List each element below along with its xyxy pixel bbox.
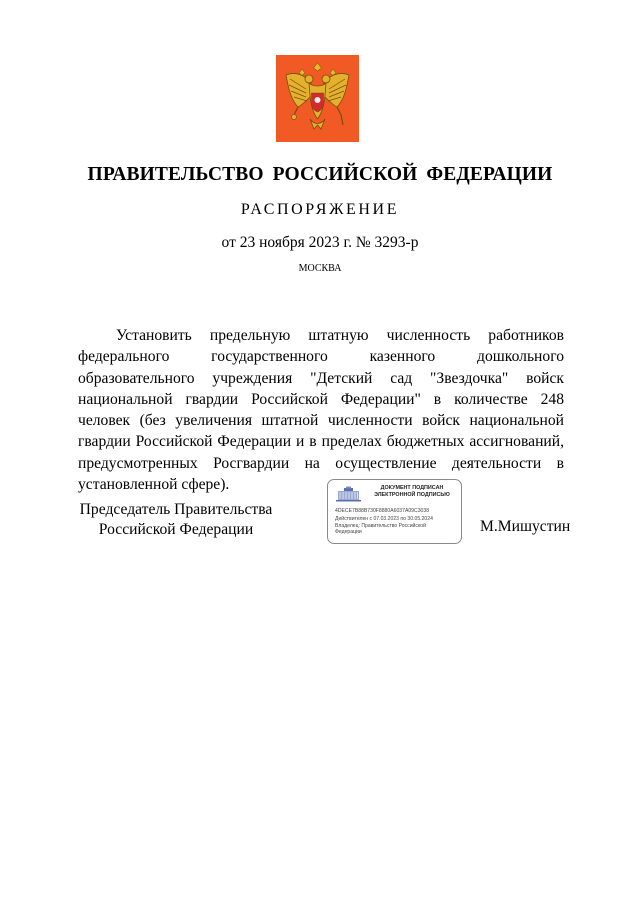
- document-date-number: от 23 ноября 2023 г. № 3293-р: [221, 234, 419, 251]
- e-signature-heading-line-1: ДОКУМЕНТ ПОДПИСАН: [380, 485, 444, 491]
- document-type: РАСПОРЯЖЕНИЕ: [240, 201, 400, 218]
- electronic-signature-stamp: [327, 479, 462, 544]
- coat-of-arms-icon: [276, 55, 359, 142]
- certificate-number: 4DECE7B88B730F8880A6037A09C3038: [335, 508, 430, 514]
- signatory-name: М.Мишустин: [480, 518, 571, 535]
- certificate-owner-line-1: Владелец: Правительство Российской: [335, 523, 426, 529]
- e-signature-heading: [364, 485, 460, 499]
- certificate-validity: Действителен с 07.03.2023 по 30.05.2024: [335, 516, 433, 522]
- signatory-title: [70, 500, 282, 540]
- organization-title: ПРАВИТЕЛЬСТВО РОССИЙСКОЙ ФЕДЕРАЦИИ: [87, 164, 553, 185]
- signatory-title-line-2: Российской Федерации: [98, 521, 254, 538]
- e-signature-heading-line-2: ЭЛЕКТРОННОЙ ПОДПИСЬЮ: [374, 492, 450, 498]
- document-city: МОСКВА: [298, 263, 342, 274]
- order-paragraph: Установить предельную штатную численность работников федерального государственного казенного дошкольного образовательного учреждения "Детский сад "Звездочка" войск национальной гвардии Российской Федерации" в количестве 248 человек (без увеличения штатной численности войск национальной гвардии Российской Федерации и в пределах бюджетных ассигнований, предусмотренных Росгвардии на осуществление деятельности в установленной сфере).: [78, 327, 564, 494]
- certificate-owner-line-2: Федерации: [335, 529, 362, 535]
- signatory-title-line-1: Председатель Правительства: [79, 501, 273, 518]
- government-building-icon: [335, 486, 362, 502]
